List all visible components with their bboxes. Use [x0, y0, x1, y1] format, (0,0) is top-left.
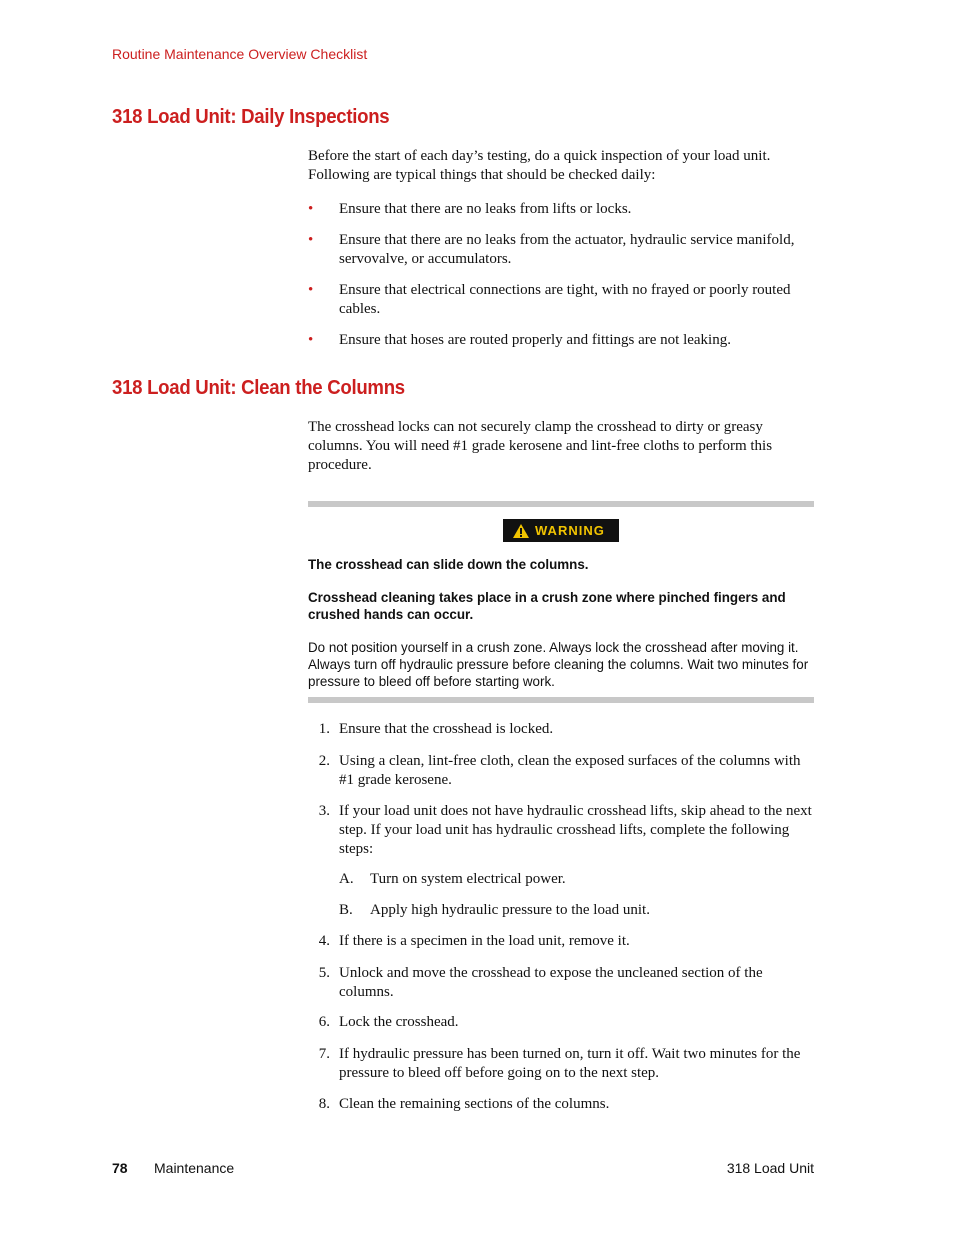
step-number: 6. — [318, 1014, 330, 1030]
step-number: 7. — [318, 1046, 330, 1062]
warning-triangle-icon — [512, 523, 530, 539]
footer-product: 318 Load Unit — [726, 1160, 814, 1176]
bullet-marker: • — [308, 282, 314, 298]
page-number: 78 — [112, 1160, 128, 1176]
warning-top-rule — [308, 501, 814, 507]
list-item-text: Ensure that there are no leaks from lifts or locks. — [339, 201, 632, 217]
step-text: If there is a specimen in the load unit, remove it. — [339, 933, 630, 949]
warning-consequence: Crosshead cleaning takes place in a crush zone where pinched fingers and crushed hands can occur. — [308, 590, 786, 622]
substep-letter: B. — [339, 902, 353, 918]
substep-text: Turn on system electrical power. — [370, 871, 566, 887]
step-number: 3. — [318, 803, 330, 819]
step-number: 1. — [318, 721, 330, 737]
substep-letter: A. — [339, 871, 354, 887]
clean-columns-intro: The crosshead locks can not securely clamp the crosshead to dirty or greasy columns. You will need #1 grade kerosene and lint-free cloths to perform this procedure. — [308, 419, 773, 473]
bullet-marker: • — [308, 201, 314, 217]
step-number: 4. — [318, 933, 330, 949]
step-number: 8. — [318, 1096, 330, 1112]
substep-text: Apply high hydraulic pressure to the load unit. — [370, 902, 650, 918]
warning-bottom-rule — [308, 697, 814, 703]
step-text: Clean the remaining sections of the columns. — [339, 1096, 610, 1112]
daily-inspections-intro: Before the start of each day’s testing, do a quick inspection of your load unit. Following are typical things that should be checked daily: — [308, 148, 771, 183]
list-item-text: Ensure that there are no leaks from the actuator, hydraulic service manifold, servovalve, or accumulators. — [339, 232, 795, 267]
step-text: Lock the crosshead. — [339, 1014, 459, 1030]
step-text: Unlock and move the crosshead to expose the uncleaned section of the columns. — [339, 965, 763, 1000]
list-item-text: Ensure that electrical connections are tight, with no frayed or poorly routed cables. — [339, 282, 791, 317]
running-header: Routine Maintenance Overview Checklist — [112, 46, 368, 62]
footer-chapter: Maintenance — [154, 1160, 235, 1176]
bullet-marker: • — [308, 332, 314, 348]
step-text: Using a clean, lint-free cloth, clean the exposed surfaces of the columns with #1 grade kerosene. — [339, 753, 801, 788]
warning-avoidance: Do not position yourself in a crush zone. Always lock the crosshead after moving it. Always turn off hydraulic pressure before cleaning the columns. Wait two minutes for pressure to bleed off before starting work. — [308, 640, 809, 689]
bullet-marker: • — [308, 232, 314, 248]
warning-badge — [503, 519, 619, 542]
step-text: If hydraulic pressure has been turned on, turn it off. Wait two minutes for the pressure to bleed off before going on to the next step. — [339, 1046, 801, 1081]
warning-hazard: The crosshead can slide down the columns. — [308, 557, 589, 572]
step-text: If your load unit does not have hydraulic crosshead lifts, skip ahead to the next step. If your load unit has hydraulic crosshead lifts, complete the following steps: — [339, 803, 812, 857]
step-text: Ensure that the crosshead is locked. — [339, 721, 554, 737]
section-heading-daily-inspections: 318 Load Unit: Daily Inspections — [112, 106, 390, 128]
step-number: 2. — [318, 753, 330, 769]
warning-badge-label: WARNING — [535, 523, 605, 538]
list-item-text: Ensure that hoses are routed properly and fittings are not leaking. — [339, 332, 731, 348]
step-number: 5. — [318, 965, 330, 981]
section-heading-clean-columns: 318 Load Unit: Clean the Columns — [112, 377, 405, 399]
